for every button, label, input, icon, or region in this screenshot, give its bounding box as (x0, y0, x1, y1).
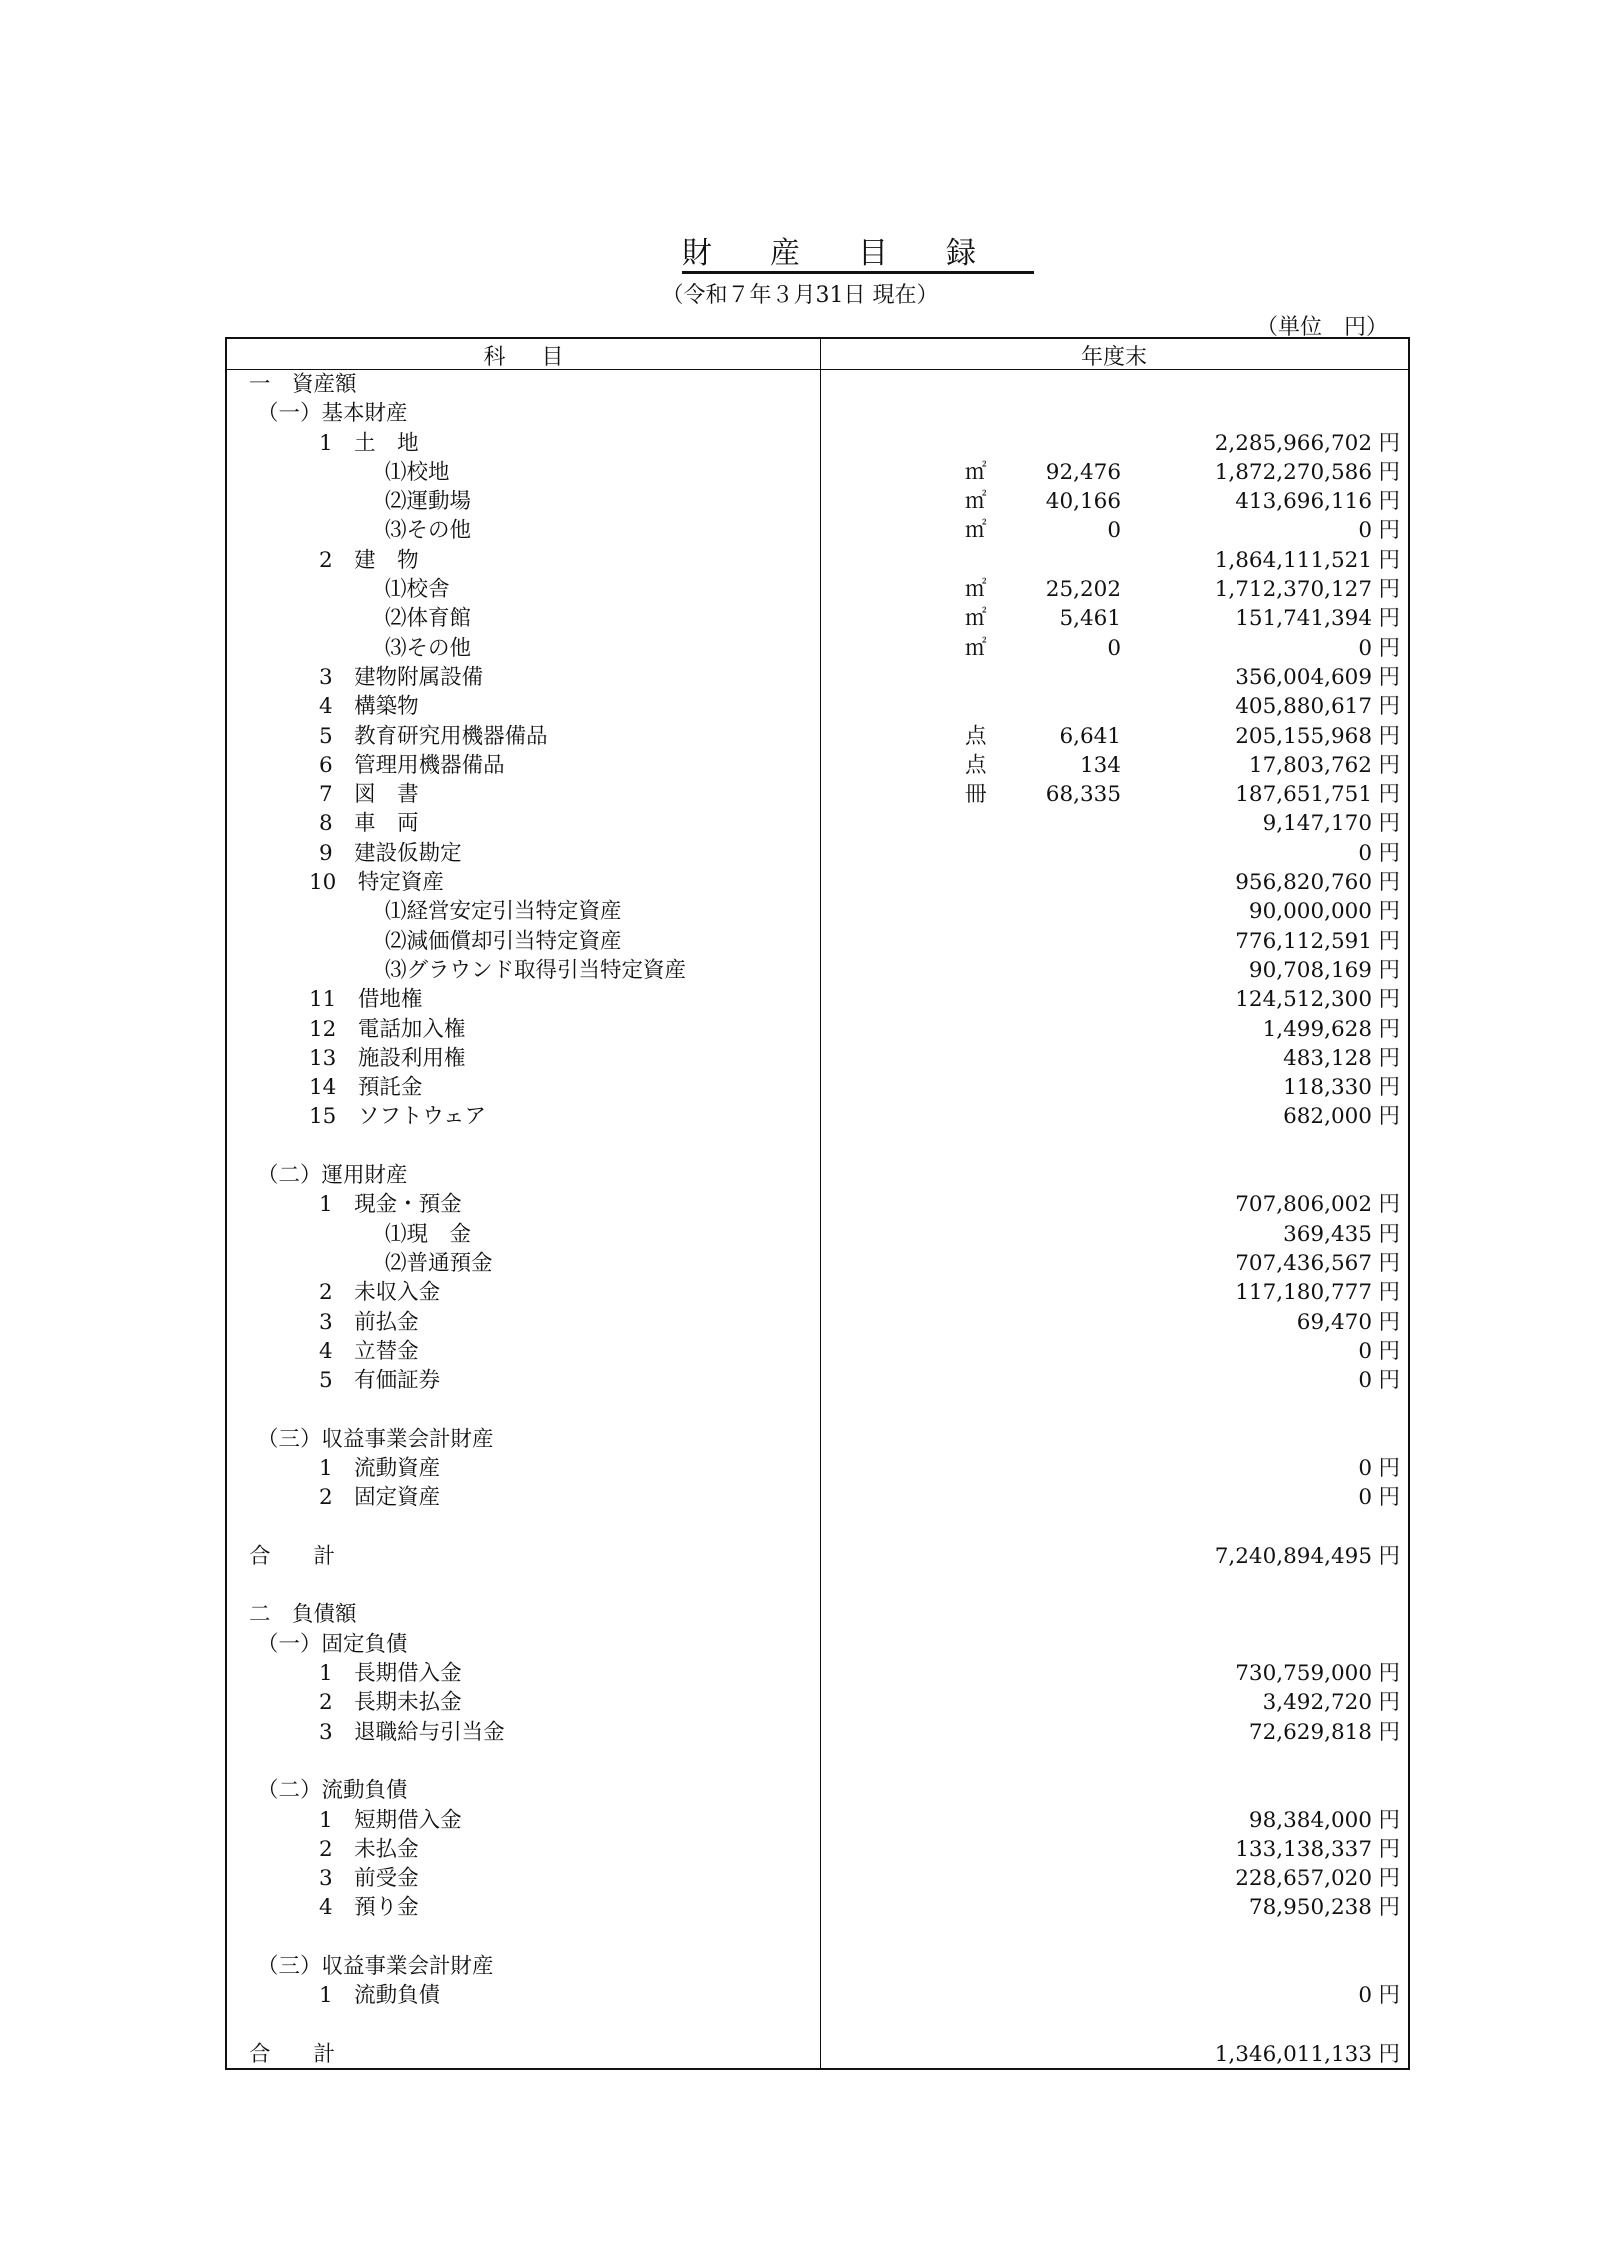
row-yen-unit: 円 (1378, 1338, 1400, 1364)
row-amount: 356,004,609 (1235, 664, 1372, 690)
table-row (227, 692, 1408, 721)
row-label: 4 立替金 (319, 1338, 419, 1364)
row-amount: 69,470 (1296, 1309, 1372, 1335)
row-label: （一）固定負債 (257, 1631, 408, 1657)
row-label: 3 退職給与引当金 (319, 1719, 505, 1745)
property-inventory-table (225, 337, 1410, 2070)
row-quantity: 25,202 (1045, 577, 1121, 603)
row-yen-unit: 円 (1378, 928, 1400, 954)
table-row (227, 487, 1408, 516)
row-amount: 0 (1358, 1455, 1372, 1481)
row-yen-unit: 円 (1378, 577, 1400, 603)
table-row (227, 1366, 1408, 1395)
row-label: （三）収益事業会計財産 (257, 1426, 494, 1452)
row-quantity-unit: 点 (965, 723, 987, 749)
row-yen-unit: 円 (1378, 782, 1400, 808)
row-quantity-unit: ㎡ (965, 518, 987, 544)
row-amount: 90,000,000 (1248, 899, 1372, 925)
row-label: ⑴校舎 (385, 577, 450, 603)
row-quantity: 68,335 (1045, 782, 1121, 808)
table-row (227, 1542, 1408, 1571)
table-row (227, 1806, 1408, 1835)
row-amount: 0 (1358, 1983, 1372, 2009)
row-yen-unit: 円 (1378, 840, 1400, 866)
row-amount: 151,741,394 (1235, 606, 1372, 632)
row-amount: 0 (1358, 840, 1372, 866)
table-row (227, 546, 1408, 575)
row-yen-unit: 円 (1378, 870, 1400, 896)
row-label: 10 特定資産 (309, 870, 444, 896)
row-label: 12 電話加入権 (309, 1016, 466, 1042)
table-row (227, 1747, 1408, 1776)
table-row (227, 780, 1408, 809)
row-amount: 187,651,751 (1235, 782, 1372, 808)
row-amount: 0 (1358, 1368, 1372, 1394)
table-row (227, 1132, 1408, 1161)
row-quantity: 0 (1107, 518, 1121, 544)
row-yen-unit: 円 (1378, 1104, 1400, 1130)
row-amount: 0 (1358, 1338, 1372, 1364)
row-label: （二）流動負債 (257, 1778, 408, 1804)
row-label: 1 流動負債 (319, 1983, 441, 2009)
table-row (227, 458, 1408, 487)
row-quantity: 5,461 (1059, 606, 1121, 632)
row-amount: 776,112,591 (1235, 928, 1372, 954)
row-quantity-unit: ㎡ (965, 635, 987, 661)
row-amount: 483,128 (1283, 1045, 1372, 1071)
row-yen-unit: 円 (1378, 1866, 1400, 1892)
row-amount: 956,820,760 (1235, 870, 1372, 896)
row-amount: 2,285,966,702 (1214, 430, 1372, 456)
table-row (227, 1513, 1408, 1542)
row-yen-unit: 円 (1378, 664, 1400, 690)
row-label: ⑵体育館 (385, 606, 472, 632)
row-label: 合 計 (249, 1543, 336, 1569)
row-yen-unit: 円 (1378, 987, 1400, 1013)
row-label: 1 長期借入金 (319, 1661, 462, 1687)
row-amount: 682,000 (1283, 1104, 1372, 1130)
table-row (227, 1688, 1408, 1717)
row-label: 14 預託金 (309, 1075, 423, 1101)
row-yen-unit: 円 (1378, 547, 1400, 573)
row-yen-unit: 円 (1378, 1221, 1400, 1247)
row-amount: 1,346,011,133 (1214, 2041, 1372, 2067)
table-row (227, 1220, 1408, 1249)
row-yen-unit: 円 (1378, 1661, 1400, 1687)
row-yen-unit: 円 (1378, 1045, 1400, 1071)
table-row (227, 1952, 1408, 1981)
table-row (227, 1337, 1408, 1366)
row-label: 5 教育研究用機器備品 (319, 723, 548, 749)
table-row (227, 1044, 1408, 1073)
table-row (227, 1425, 1408, 1454)
row-yen-unit: 円 (1378, 1836, 1400, 1862)
row-quantity: 0 (1107, 635, 1121, 661)
table-row (227, 1981, 1408, 2010)
row-amount: 7,240,894,495 (1214, 1543, 1372, 1569)
row-yen-unit: 円 (1378, 430, 1400, 456)
as-of-date: （令和７年３月31日 現在） (661, 283, 939, 308)
row-yen-unit: 円 (1378, 1455, 1400, 1481)
table-row (227, 956, 1408, 985)
row-quantity: 92,476 (1045, 459, 1121, 485)
row-label: 3 前払金 (319, 1309, 419, 1335)
row-label: 2 建 物 (319, 547, 419, 573)
row-amount: 1,712,370,127 (1214, 577, 1372, 603)
row-amount: 0 (1358, 635, 1372, 661)
row-yen-unit: 円 (1378, 694, 1400, 720)
row-amount: 118,330 (1283, 1075, 1372, 1101)
table-row (227, 604, 1408, 633)
table-header (227, 339, 1408, 370)
row-yen-unit: 円 (1378, 1543, 1400, 1569)
table-row (227, 897, 1408, 926)
row-label: 二 負債額 (249, 1602, 357, 1628)
row-amount: 205,155,968 (1235, 723, 1372, 749)
row-yen-unit: 円 (1378, 489, 1400, 515)
table-row (227, 722, 1408, 751)
table-row (227, 1483, 1408, 1512)
row-yen-unit: 円 (1378, 752, 1400, 778)
table-row (227, 1015, 1408, 1044)
table-row (227, 1923, 1408, 1952)
table-row (227, 751, 1408, 780)
row-amount: 0 (1358, 1485, 1372, 1511)
row-yen-unit: 円 (1378, 635, 1400, 661)
row-amount: 117,180,777 (1235, 1280, 1372, 1306)
table-row (227, 1278, 1408, 1307)
table-row (227, 2011, 1408, 2040)
row-amount: 730,759,000 (1235, 1661, 1372, 1687)
row-label: （一）基本財産 (257, 401, 408, 427)
row-amount: 98,384,000 (1248, 1807, 1372, 1833)
row-quantity-unit: 冊 (965, 782, 987, 808)
row-amount: 1,872,270,586 (1214, 459, 1372, 485)
row-label: 9 建設仮勘定 (319, 840, 462, 866)
row-label: ⑵減価償却引当特定資産 (385, 928, 622, 954)
table-row (227, 663, 1408, 692)
table-row (227, 1718, 1408, 1747)
row-quantity-unit: ㎡ (965, 577, 987, 603)
row-quantity-unit: ㎡ (965, 459, 987, 485)
row-label: 1 現金・預金 (319, 1192, 462, 1218)
table-row (227, 1776, 1408, 1805)
table-row (227, 1659, 1408, 1688)
row-yen-unit: 円 (1378, 2041, 1400, 2067)
table-row (227, 985, 1408, 1014)
table-row (227, 1630, 1408, 1659)
row-yen-unit: 円 (1378, 1719, 1400, 1745)
row-amount: 90,708,169 (1248, 957, 1372, 983)
row-amount: 72,629,818 (1248, 1719, 1372, 1745)
row-amount: 3,492,720 (1262, 1690, 1372, 1716)
row-label: ⑴校地 (385, 459, 450, 485)
row-yen-unit: 円 (1378, 1075, 1400, 1101)
row-amount: 78,950,238 (1248, 1895, 1372, 1921)
row-amount: 9,147,170 (1262, 811, 1372, 837)
table-row (227, 634, 1408, 663)
row-label: ⑴経営安定引当特定資産 (385, 899, 622, 925)
table-row (227, 1571, 1408, 1600)
row-amount: 1,499,628 (1262, 1016, 1372, 1042)
row-yen-unit: 円 (1378, 1690, 1400, 1716)
row-amount: 369,435 (1283, 1221, 1372, 1247)
table-row (227, 370, 1408, 399)
row-yen-unit: 円 (1378, 899, 1400, 925)
row-label: 2 未収入金 (319, 1280, 441, 1306)
row-yen-unit: 円 (1378, 811, 1400, 837)
table-row (227, 1102, 1408, 1131)
row-yen-unit: 円 (1378, 518, 1400, 544)
page-title: 財産目録 (682, 236, 1034, 271)
row-quantity: 40,166 (1045, 489, 1121, 515)
row-yen-unit: 円 (1378, 1983, 1400, 2009)
row-amount: 707,806,002 (1235, 1192, 1372, 1218)
row-label: 3 前受金 (319, 1866, 419, 1892)
row-quantity: 134 (1079, 752, 1121, 778)
table-row (227, 1308, 1408, 1337)
table-row (227, 429, 1408, 458)
row-label: 8 車 両 (319, 811, 419, 837)
row-amount: 133,138,337 (1235, 1836, 1372, 1862)
row-yen-unit: 円 (1378, 1250, 1400, 1276)
table-row (227, 1600, 1408, 1629)
table-body (227, 370, 1408, 2069)
row-label: 一 資産額 (249, 372, 357, 397)
table-row (227, 2040, 1408, 2069)
row-yen-unit: 円 (1378, 1192, 1400, 1218)
row-amount: 124,512,300 (1235, 987, 1372, 1013)
table-row (227, 839, 1408, 868)
table-row (227, 868, 1408, 897)
row-quantity-unit: ㎡ (965, 489, 987, 515)
row-yen-unit: 円 (1378, 606, 1400, 632)
row-label: 6 管理用機器備品 (319, 752, 505, 778)
row-yen-unit: 円 (1378, 1895, 1400, 1921)
row-label: ⑶その他 (385, 635, 472, 661)
row-yen-unit: 円 (1378, 1280, 1400, 1306)
row-quantity-unit: 点 (965, 752, 987, 778)
row-quantity: 6,641 (1059, 723, 1121, 749)
row-yen-unit: 円 (1378, 1368, 1400, 1394)
table-row (227, 1249, 1408, 1278)
table-row (227, 1454, 1408, 1483)
header-year-end: 年度末 (1080, 345, 1147, 370)
row-label: 1 短期借入金 (319, 1807, 462, 1833)
row-label: 5 有価証券 (319, 1368, 441, 1394)
unit-label: （単位 円） (1255, 315, 1388, 340)
row-yen-unit: 円 (1378, 1309, 1400, 1335)
row-label: 3 建物附属設備 (319, 664, 484, 690)
table-row (227, 399, 1408, 428)
table-row (227, 1073, 1408, 1102)
row-label: ⑴現 金 (385, 1221, 472, 1247)
row-label: 7 図 書 (319, 782, 419, 808)
row-yen-unit: 円 (1378, 723, 1400, 749)
row-quantity-unit: ㎡ (965, 606, 987, 632)
row-label: ⑶グラウンド取得引当特定資産 (385, 957, 687, 983)
row-amount: 0 (1358, 518, 1372, 544)
row-label: ⑶その他 (385, 518, 472, 544)
table-row (227, 575, 1408, 604)
row-label: ⑵普通預金 (385, 1250, 493, 1276)
table-row (227, 1395, 1408, 1424)
row-label: 4 預り金 (319, 1895, 419, 1921)
row-label: （三）収益事業会計財産 (257, 1954, 494, 1980)
row-label: 2 固定資産 (319, 1485, 441, 1511)
row-label: （二）運用財産 (257, 1163, 408, 1189)
row-yen-unit: 円 (1378, 1807, 1400, 1833)
row-amount: 413,696,116 (1235, 489, 1372, 515)
row-amount: 17,803,762 (1248, 752, 1372, 778)
table-row (227, 809, 1408, 838)
table-row (227, 927, 1408, 956)
row-label: 1 流動資産 (319, 1455, 441, 1481)
row-label: 2 未払金 (319, 1836, 419, 1862)
table-row (227, 516, 1408, 545)
table-row (227, 1161, 1408, 1190)
row-label: 11 借地権 (309, 987, 423, 1013)
row-yen-unit: 円 (1378, 1485, 1400, 1511)
row-label: 4 構築物 (319, 694, 419, 720)
header-account: 科目 (483, 345, 600, 370)
row-yen-unit: 円 (1378, 957, 1400, 983)
row-yen-unit: 円 (1378, 1016, 1400, 1042)
row-label: 13 施設利用権 (309, 1045, 466, 1071)
row-yen-unit: 円 (1378, 459, 1400, 485)
row-amount: 405,880,617 (1235, 694, 1372, 720)
row-label: 2 長期未払金 (319, 1690, 462, 1716)
table-row (227, 1893, 1408, 1922)
row-label: 合 計 (249, 2041, 336, 2067)
table-row (227, 1864, 1408, 1893)
row-label: 15 ソフトウェア (309, 1104, 486, 1130)
row-amount: 228,657,020 (1235, 1866, 1372, 1892)
table-row (227, 1190, 1408, 1219)
table-row (227, 1835, 1408, 1864)
row-label: ⑵運動場 (385, 489, 472, 515)
row-label: 1 土 地 (319, 430, 419, 456)
row-amount: 1,864,111,521 (1214, 547, 1372, 573)
row-amount: 707,436,567 (1235, 1250, 1372, 1276)
